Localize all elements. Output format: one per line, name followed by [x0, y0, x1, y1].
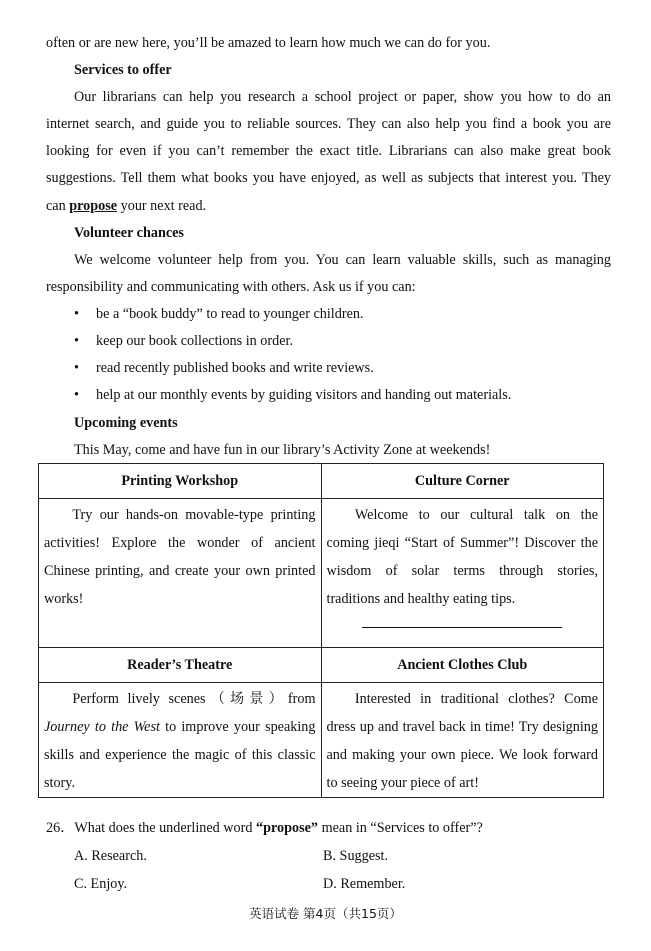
volunteer-item-text: help at our monthly events by guiding visitors and handing out materials. — [96, 387, 512, 403]
volunteer-item — [74, 386, 639, 404]
volunteer-line-2: responsibility and communicating with others. Ask us if you can: — [46, 279, 416, 295]
events-heading: Upcoming events — [74, 415, 178, 431]
page-footer: 英语试卷 第4页（共15页） — [249, 906, 402, 921]
volunteer-item — [74, 332, 639, 350]
volunteer-heading: Volunteer chances — [74, 225, 184, 241]
services-line-2: internet search, and guide you to reliable sources. They can also help you find a book you are — [46, 116, 611, 132]
bullet-icon: • — [74, 333, 79, 349]
services-line-5 — [46, 197, 611, 215]
ancient-clothes-text: Interested in traditional clothes? Come dress up and travel back in time! Try designing and making your own piece. We look forward to seeing your piece of art! — [326, 691, 598, 791]
services-heading: Services to offer — [74, 62, 172, 78]
intro-tail: often or are new here, you’ll be amazed to learn how much we can do for you. — [46, 35, 491, 51]
volunteer-item-text: keep our book collections in order. — [96, 333, 293, 349]
activity-table — [38, 463, 604, 798]
printing-workshop-text: Try our hands-on movable-type printing activities! Explore the wonder of ancient Chinese printing, and create your own printed works! — [44, 507, 316, 607]
option-d[interactable]: D. Remember. — [323, 876, 406, 892]
printing-workshop-cell — [39, 499, 322, 648]
culture-corner-title: Culture Corner — [321, 464, 604, 499]
culture-corner-text: Welcome to our cultural talk on the coming jieqi “Start of Summer”! Discover the wisdom of solar terms through stories, traditions and healthy eating tips. — [326, 507, 598, 607]
bullet-icon: • — [74, 387, 79, 403]
services-line-3: looking for even if you can’t remember the exact title. Librarians can also make great book — [46, 143, 611, 159]
ancient-clothes-title: Ancient Clothes Club — [321, 648, 604, 683]
events-intro: This May, come and have fun in our library’s Activity Zone at weekends! — [74, 442, 491, 458]
culture-corner-cell — [321, 499, 604, 648]
option-c[interactable]: C. Enjoy. — [74, 876, 128, 892]
theatre-text-pre: Perform lively scenes（场景）from — [72, 691, 316, 707]
volunteer-line-1: We welcome volunteer help from you. You can learn valuable skills, such as managing — [74, 252, 611, 268]
question-keyword: “propose” — [256, 820, 319, 836]
services-line-5-post: your next read. — [117, 198, 207, 214]
readers-theatre-title: Reader’s Theatre — [39, 648, 322, 683]
option-a[interactable]: A. Research. — [74, 848, 147, 864]
answer-blank — [362, 627, 562, 628]
printing-workshop-title: Printing Workshop — [39, 464, 322, 499]
underlined-word-propose: propose — [69, 198, 118, 214]
volunteer-item — [74, 359, 639, 377]
ancient-clothes-cell — [321, 683, 604, 798]
bullet-icon: • — [74, 360, 79, 376]
question-26 — [46, 819, 483, 837]
services-line-4: suggestions. Tell them what books you have enjoyed, as well as subjects that interest you. They — [46, 170, 611, 186]
question-number: 26． — [46, 820, 75, 836]
question-text-pre: What does the underlined word — [74, 820, 257, 836]
question-text-post: mean in “Services to offer”? — [318, 820, 483, 836]
volunteer-item — [74, 305, 639, 323]
readers-theatre-text — [44, 685, 316, 797]
volunteer-item-text: be a “book buddy” to read to younger children. — [96, 306, 364, 322]
volunteer-item-text: read recently published books and write reviews. — [96, 360, 374, 376]
readers-theatre-cell — [39, 683, 322, 798]
bullet-icon: • — [74, 306, 79, 322]
services-line-1: Our librarians can help you research a school project or paper, show you how to do an — [74, 89, 611, 105]
book-title-journey-to-the-west: Journey to the West — [44, 719, 160, 735]
option-b[interactable]: B. Suggest. — [323, 848, 389, 864]
services-line-5-pre: can — [46, 198, 70, 214]
theatre-text-post: to improve your speaking skills and experience the magic of this classic story. — [44, 719, 316, 791]
